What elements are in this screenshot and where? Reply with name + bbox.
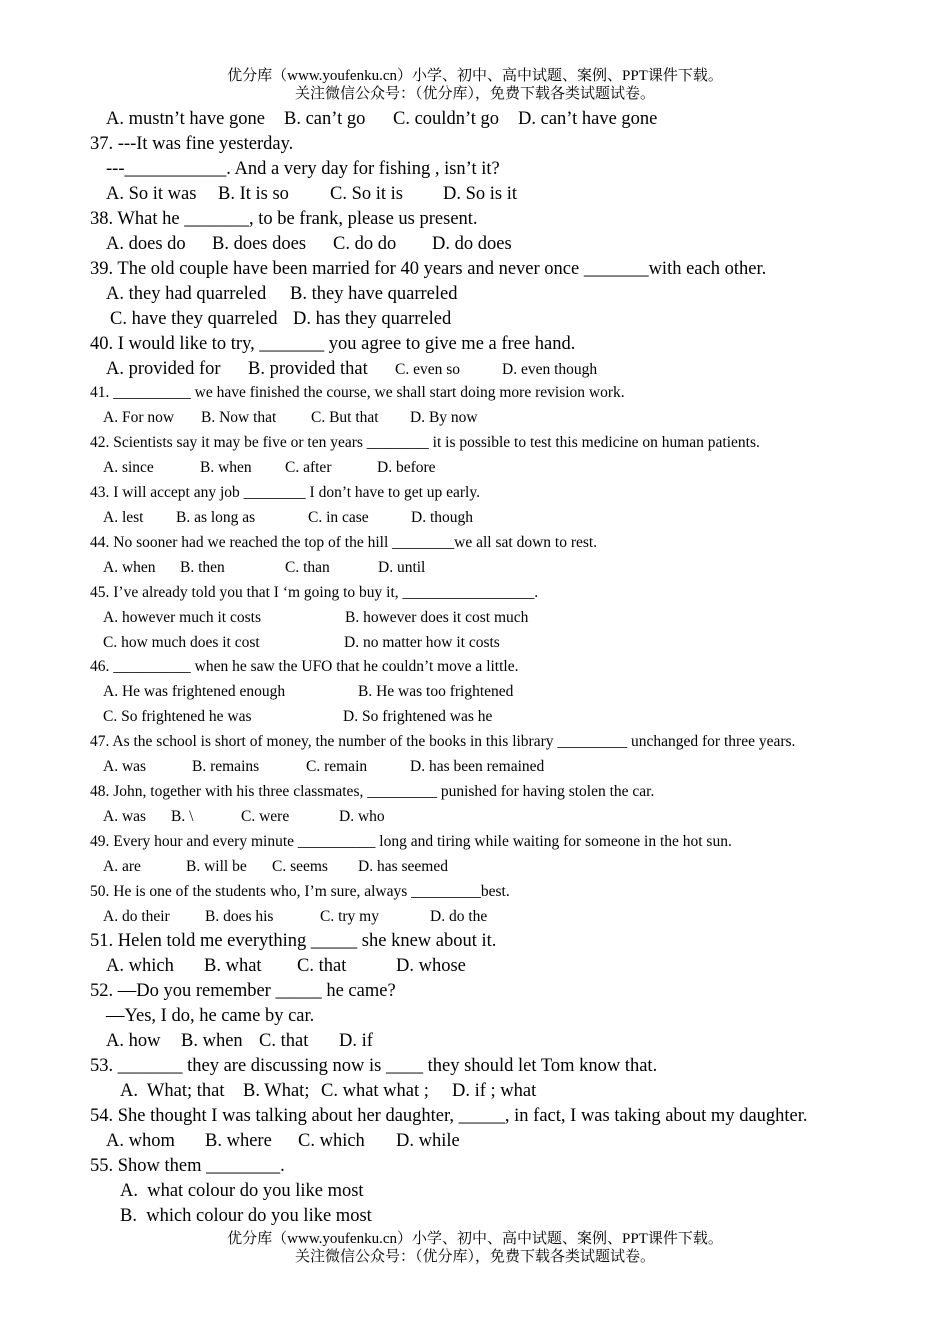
- q49-option-c: C. seems: [272, 858, 328, 875]
- q52-option-b: B. when: [181, 1031, 243, 1051]
- q52-option-a: A. how: [106, 1031, 161, 1051]
- q36-option-c: C. couldn’t go: [393, 109, 500, 129]
- q51-option-c: C. that: [297, 956, 347, 976]
- q48-stem: 48. John, together with his three classmates, _________ punished for having stolen the car.: [90, 783, 655, 800]
- q36-option-d: D. can’t have gone: [518, 109, 658, 129]
- q45-option-a: A. however much it costs: [103, 609, 261, 626]
- q43-option-b: B. as long as: [176, 509, 256, 526]
- q49-option-b: B. will be: [186, 858, 247, 875]
- q42-option-c: C. after: [285, 459, 332, 476]
- q48-option-d: D. who: [339, 808, 385, 825]
- q50-option-b: B. does his: [205, 908, 274, 925]
- q45-option-d: D. no matter how it costs: [344, 634, 500, 651]
- page-header: [0, 67, 950, 103]
- q41-option-a: A. For now: [103, 409, 175, 426]
- q38-option-a: A. does do: [106, 234, 186, 254]
- footer-line-1: 优分库（www.youfenku.cn）小学、初中、高中试题、案例、PPT课件下载。: [227, 1231, 723, 1247]
- q48-option-b: B. \: [171, 808, 194, 825]
- q45-stem: 45. I’ve already told you that I ‘m going to buy it, _________________.: [90, 584, 539, 601]
- q48-option-c: C. were: [241, 808, 290, 825]
- q54-option-a: A. whom: [106, 1131, 175, 1151]
- q36-option-b: B. can’t go: [284, 109, 366, 129]
- q43-option-c: C. in case: [308, 509, 369, 526]
- q37-option-a: A. So it was: [106, 184, 197, 204]
- q53-stem: 53. _______ they are discussing now is ____ they should let Tom know that.: [90, 1056, 658, 1076]
- q45-option-c: C. how much does it cost: [103, 634, 260, 651]
- q47-option-a: A. was: [103, 758, 147, 775]
- q43-option-d: D. though: [411, 509, 473, 526]
- q51-stem: 51. Helen told me everything _____ she knew about it.: [90, 931, 497, 951]
- q37-option-d: D. So is it: [443, 184, 518, 204]
- q47-option-c: C. remain: [306, 758, 368, 775]
- q37-option-c: C. So it is: [330, 184, 403, 204]
- q44-option-a: A. when: [103, 559, 156, 576]
- q44-option-b: B. then: [180, 559, 225, 576]
- q42-option-d: D. before: [377, 459, 436, 476]
- q53-option-d: D. if ; what: [452, 1081, 537, 1101]
- q41-option-c: C. But that: [311, 409, 379, 426]
- q52-option-d: D. if: [339, 1031, 373, 1051]
- q49-option-a: A. are: [103, 858, 141, 875]
- q55-option-a: A. what colour do you like most: [120, 1181, 364, 1201]
- q46-option-b: B. He was too frightened: [358, 683, 514, 700]
- q43-stem: 43. I will accept any job ________ I don’t have to get up early.: [90, 484, 480, 501]
- q54-option-b: B. where: [205, 1131, 272, 1151]
- q55-option-b: B. which colour do you like most: [120, 1206, 372, 1226]
- q54-option-d: D. while: [396, 1131, 460, 1151]
- q50-option-a: A. do their: [103, 908, 170, 925]
- footer-line-2: 关注微信公众号：（优分库），免费下载各类试题试卷。: [294, 1249, 655, 1265]
- q50-option-d: D. do the: [430, 908, 488, 925]
- q39-option-c: C. have they quarreled: [110, 309, 278, 329]
- q53-option-b: B. What;: [243, 1081, 310, 1101]
- q40-stem: 40. I would like to try, _______ you agree to give me a free hand.: [90, 334, 576, 354]
- q47-option-d: D. has been remained: [410, 758, 545, 775]
- q49-stem: 49. Every hour and every minute __________ long and tiring while waiting for someone in the hot sun.: [90, 833, 732, 850]
- q51-option-a: A. which: [106, 956, 174, 976]
- q39-option-a: A. they had quarreled: [106, 284, 267, 304]
- q46-option-a: A. He was frightened enough: [103, 683, 286, 700]
- q40-option-a: A. provided for: [106, 359, 221, 379]
- q52-option-c: C. that: [259, 1031, 309, 1051]
- q39-stem: 39. The old couple have been married for 40 years and never once _______with each other.: [90, 259, 767, 279]
- q50-option-c: C. try my: [320, 908, 379, 925]
- q43-option-a: A. lest: [103, 509, 144, 526]
- q37-stem-reply: ---___________. And a very day for fishing , isn’t it?: [106, 159, 500, 179]
- q46-option-d: D. So frightened was he: [343, 708, 493, 725]
- q53-option-a: A. What; that: [120, 1081, 225, 1101]
- q47-option-b: B. remains: [192, 758, 260, 775]
- q38-option-c: C. do do: [333, 234, 397, 254]
- q44-option-d: D. until: [378, 559, 426, 576]
- q38-option-d: D. do does: [432, 234, 512, 254]
- q42-option-b: B. when: [200, 459, 252, 476]
- page-footer: [0, 1230, 950, 1266]
- q39-option-d: D. has they quarreled: [293, 309, 452, 329]
- q52-stem-reply: —Yes, I do, he came by car.: [106, 1006, 315, 1026]
- q38-option-b: B. does does: [212, 234, 307, 254]
- q47-stem: 47. As the school is short of money, the number of the books in this library _________ unchanged for three years.: [90, 733, 796, 750]
- q53-option-c: C. what what ;: [321, 1081, 429, 1101]
- q41-stem: 41. __________ we have finished the course, we shall start doing more revision work.: [90, 384, 625, 401]
- q54-stem: 54. She thought I was talking about her daughter, _____, in fact, I was taking about my daughter.: [90, 1106, 808, 1126]
- header-line-2: 关注微信公众号：（优分库），免费下载各类试题试卷。: [294, 86, 655, 102]
- q41-option-b: B. Now that: [201, 409, 277, 426]
- q49-option-d: D. has seemed: [358, 858, 448, 875]
- q44-option-c: C. than: [285, 559, 330, 576]
- q44-stem: 44. No sooner had we reached the top of the hill ________we all sat down to rest.: [90, 534, 598, 551]
- q45-option-b: B. however does it cost much: [345, 609, 529, 626]
- q38-stem: 38. What he _______, to be frank, please us present.: [90, 209, 478, 229]
- q42-option-a: A. since: [103, 459, 154, 476]
- q51-option-b: B. what: [204, 956, 262, 976]
- q54-option-c: C. which: [298, 1131, 365, 1151]
- header-line-1: 优分库（www.youfenku.cn）小学、初中、高中试题、案例、PPT课件下载。: [227, 68, 723, 84]
- q51-option-d: D. whose: [396, 956, 466, 976]
- q50-stem: 50. He is one of the students who, I’m sure, always _________best.: [90, 883, 510, 900]
- q40-option-c: C. even so: [395, 361, 461, 378]
- q37-option-b: B. It is so: [218, 184, 289, 204]
- q46-option-c: C. So frightened he was: [103, 708, 252, 725]
- q52-stem: 52. —Do you remember _____ he came?: [90, 981, 396, 1001]
- q46-stem: 46. __________ when he saw the UFO that he couldn’t move a little.: [90, 658, 519, 675]
- q40-option-d: D. even though: [502, 361, 598, 378]
- q42-stem: 42. Scientists say it may be five or ten years ________ it is possible to test this medicine on human patients.: [90, 434, 760, 451]
- q36-option-a: A. mustn’t have gone: [106, 109, 265, 129]
- q41-option-d: D. By now: [410, 409, 478, 426]
- q37-stem: 37. ---It was fine yesterday.: [90, 134, 294, 154]
- q48-option-a: A. was: [103, 808, 147, 825]
- q39-option-b: B. they have quarreled: [290, 284, 458, 304]
- q55-stem: 55. Show them ________.: [90, 1156, 285, 1176]
- q40-option-b: B. provided that: [248, 359, 368, 379]
